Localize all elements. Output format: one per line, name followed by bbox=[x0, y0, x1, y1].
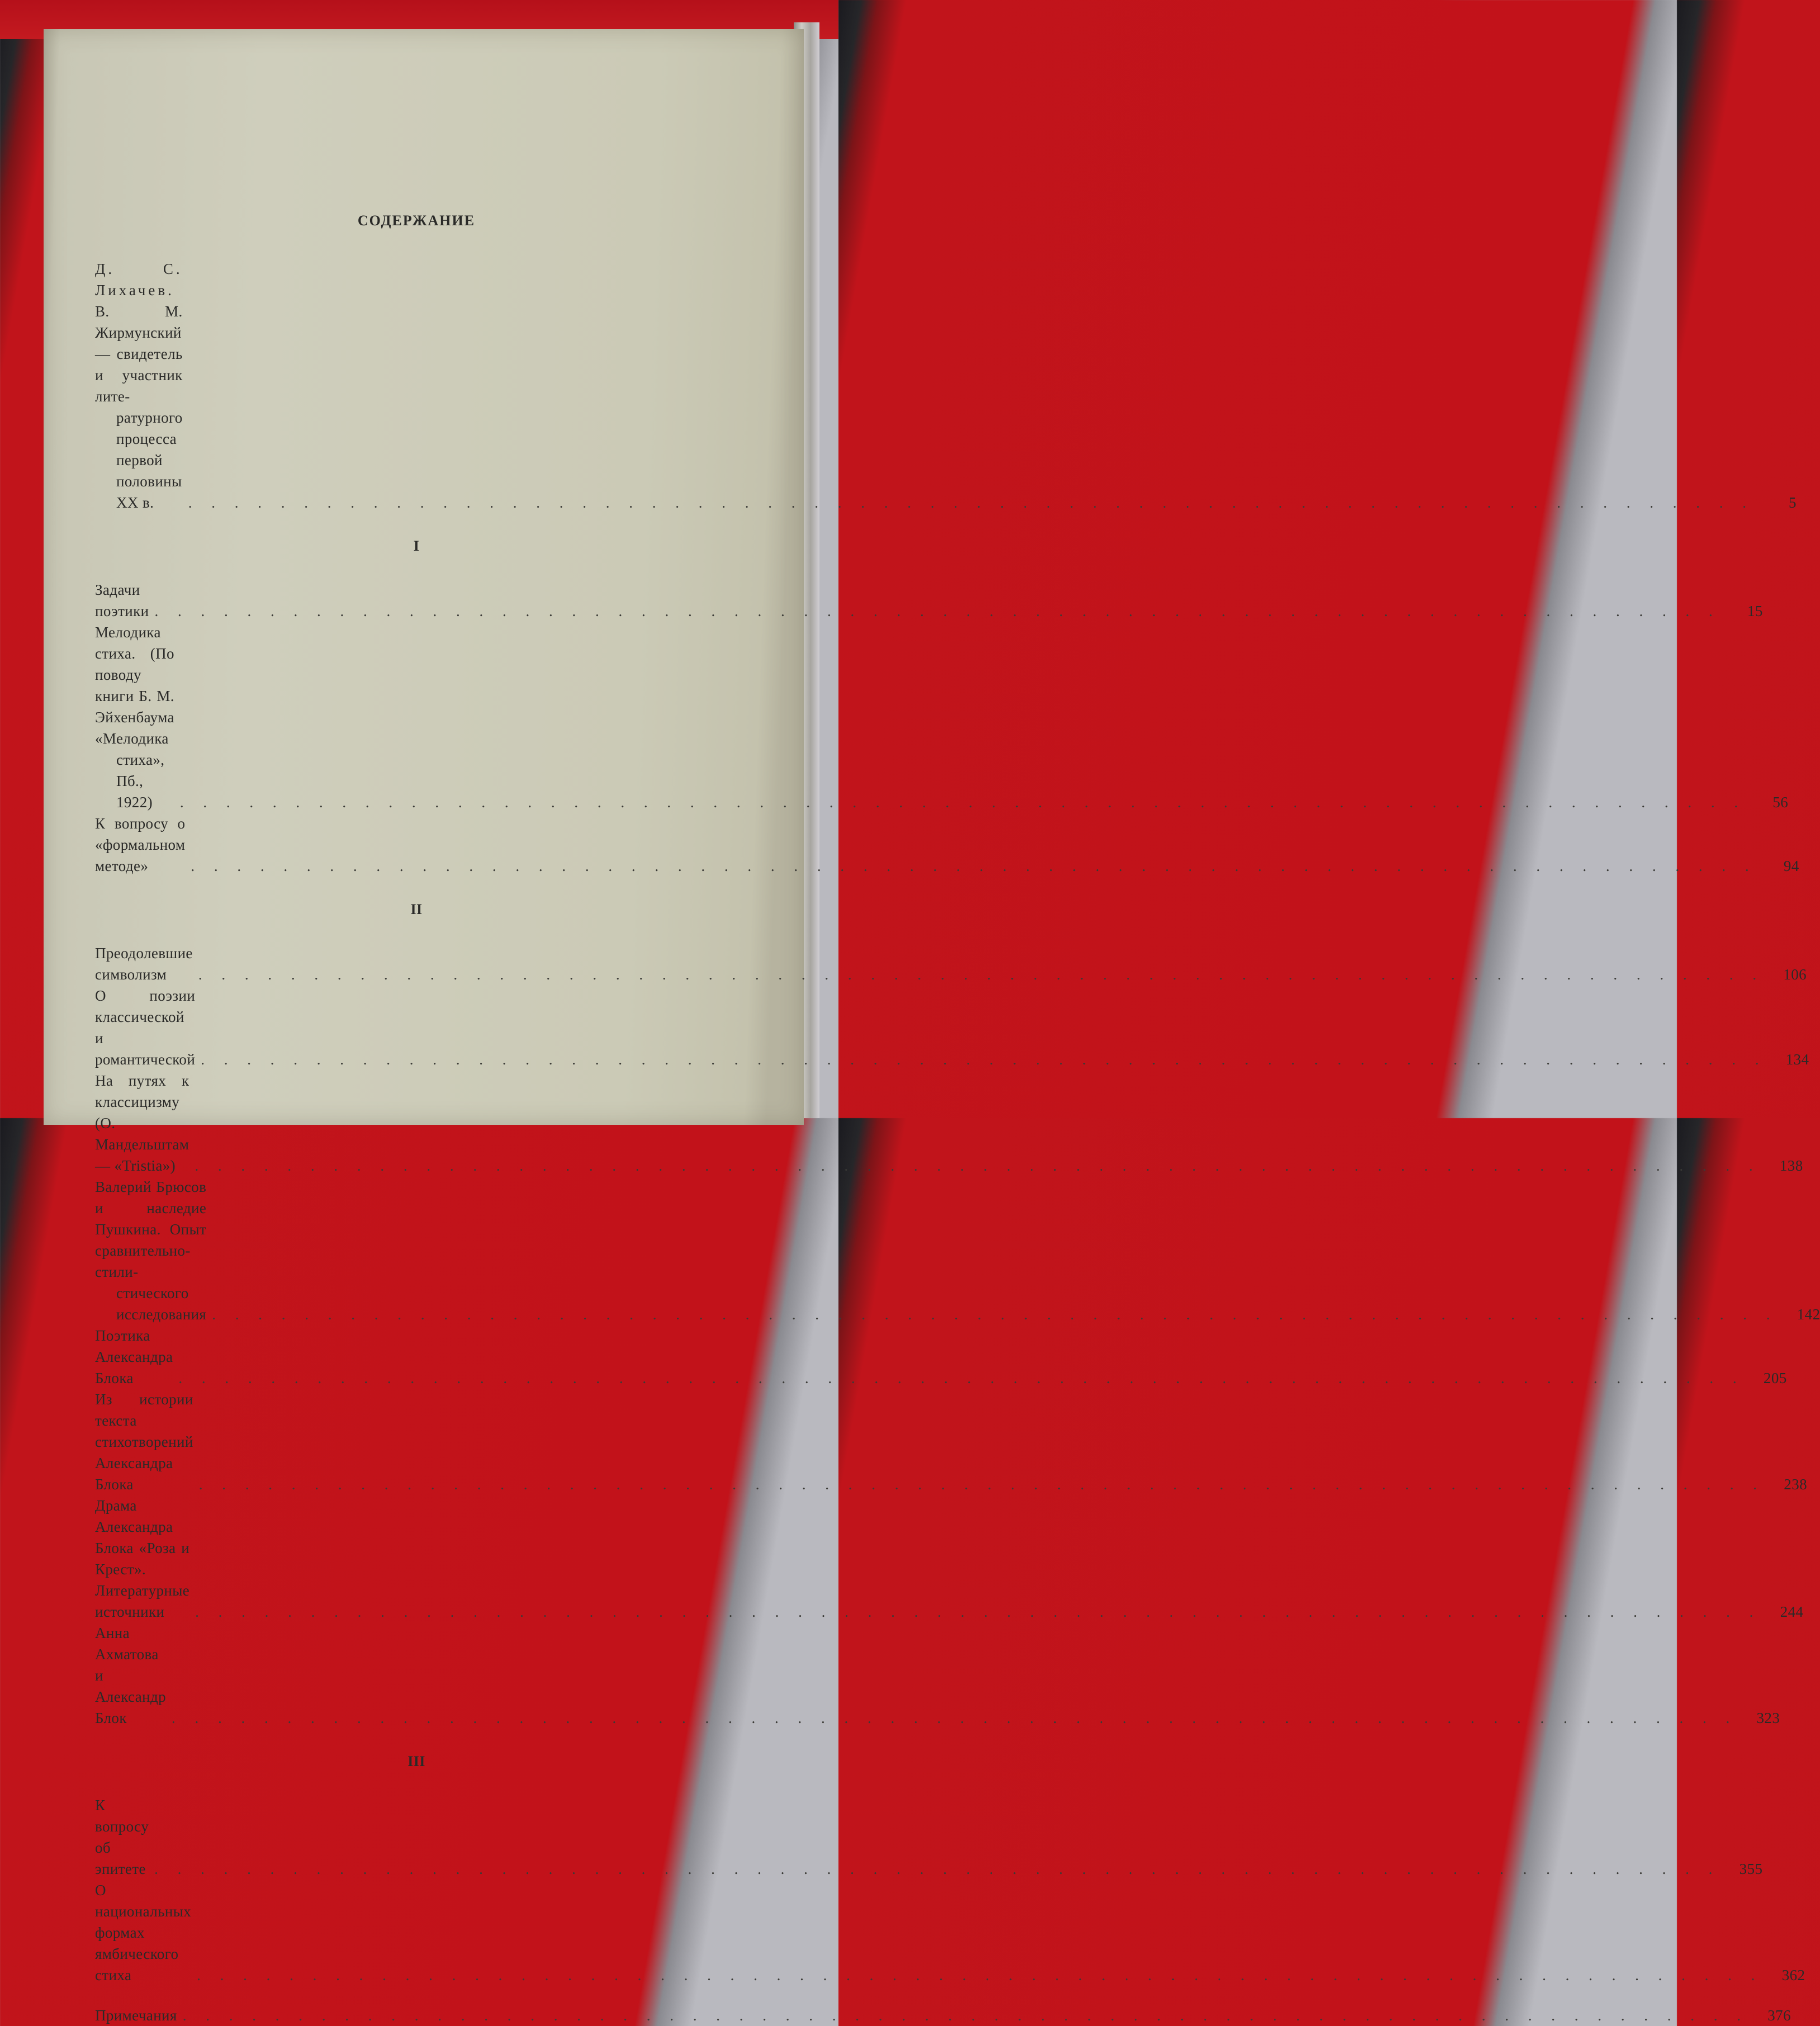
entry-title: Из истории текста стихотворений Александра Блока bbox=[95, 1391, 193, 1493]
section-label-2: II bbox=[410, 901, 423, 917]
page-number: 138 bbox=[1779, 1157, 1803, 1174]
page-number: 205 bbox=[1763, 1370, 1787, 1386]
toc-entry bbox=[95, 1389, 1807, 1495]
toc-entry bbox=[95, 1880, 1805, 1986]
entry-title: Анна Ахматова и Александр Блок bbox=[95, 1625, 166, 1726]
dot-leader: . . . . . . . . . . . . . . . . . . . . . . . . . . . . . . . . . . . . . . . . . . . . . . . . . . . . . . . . . . . . . . . . . . . . bbox=[154, 603, 1721, 619]
spacer bbox=[95, 1986, 749, 2005]
page-number: 56 bbox=[1772, 794, 1789, 811]
dot-leader: . . . . . . . . . . . . . . . . . . . . . . . . . . . . . . . . . . . . . . . . . . . . . . . . . . . . . . . . . . . . . . . . . . . . bbox=[178, 1370, 1745, 1386]
intro-author: Д. С. Лихачев. bbox=[95, 261, 183, 299]
dot-leader: . . . . . . . . . . . . . . . . . . . . . . . . . . . . . . . . . . . . . . . . . . . . . . . . . . . . . . . . . . . . . . . . . . . . bbox=[182, 2007, 1748, 2024]
dot-leader: . . . . . . . . . . . . . . . . . . . . . . . . . . . . . . . . . . . . . . . . . . . . . . . . . . . . . . . . . . . . . . . . . . . . bbox=[201, 1051, 1767, 1068]
entry-title-line1: Мелодика стиха. (По поводу книги Б. М. Эйхенбаума «Мелодика bbox=[95, 624, 174, 747]
page-number: 355 bbox=[1739, 1861, 1763, 1877]
page-number: 94 bbox=[1783, 858, 1799, 874]
toc-heading: СОДЕРЖАНИЕ bbox=[357, 212, 476, 229]
entry-title: О национальных формах ямбического стиха bbox=[95, 1882, 192, 1984]
dot-leader: . . . . . . . . . . . . . . . . . . . . . . . . . . . . . . . . . . . . . . . . . . . . . . . . . . . . . . . . . . . . . . . . . . . . bbox=[191, 858, 1757, 874]
toc-entry bbox=[95, 579, 1763, 622]
page-number: 142 bbox=[1797, 1306, 1820, 1323]
section-label-3: III bbox=[407, 1753, 425, 1769]
dot-leader: . . . . . . . . . . . . . . . . . . . . . . . . . . . . . . . . . . . . . . . . . . . . . . . . . . . . . . . . . . . . . . . . . . . . bbox=[154, 1861, 1721, 1877]
page-number: 244 bbox=[1780, 1603, 1804, 1620]
dot-leader: . . . . . . . . . . . . . . . . . . . . . . . . . . . . . . . . . . . . . . . . . . . . . . . . . . . . . . . . . . . . . . . . . . . . bbox=[198, 966, 1765, 983]
toc-entry-notes bbox=[95, 2005, 1791, 2026]
entry-title: К вопросу об эпитете bbox=[95, 1797, 149, 1877]
dot-leader: . . . . . . . . . . . . . . . . . . . . . . . . . . . . . . . . . . . . . . . . . . . . . . . . . . . . . . . . . . . . . . . . . . . . bbox=[195, 1157, 1761, 1174]
dot-leader: . . . . . . . . . . . . . . . . . . . . . . . . . . . . . . . . . . . . . . . . . . . . . . . . . . . . . . . . . . . . . . . . . . . . bbox=[198, 1476, 1765, 1493]
toc-entry bbox=[95, 1070, 1803, 1176]
entry-title-line2: стиха», Пб., 1922) bbox=[116, 751, 165, 811]
dot-leader: . . . . . . . . . . . . . . . . . . . . . . . . . . . . . . . . . . . . . . . . . . . . . . . . . . . . . . . . . . . . . . . . . . . . bbox=[197, 1967, 1763, 1984]
entry-title: Драма Александра Блока «Роза и Крест». Литературные источники bbox=[95, 1497, 190, 1620]
intro-title-line2: ратурного процесса первой половины XX в. bbox=[116, 409, 183, 511]
toc-entry bbox=[95, 1495, 1804, 1622]
dot-leader: . . . . . . . . . . . . . . . . . . . . . . . . . . . . . . . . . . . . . . . . . . . . . . . . . . . . . . . . . . . . . . . . . . . . bbox=[195, 1603, 1761, 1620]
section-label-1: I bbox=[413, 538, 420, 554]
page-number: 323 bbox=[1756, 1710, 1780, 1726]
dot-leader: . . . . . . . . . . . . . . . . . . . . . . . . . . . . . . . . . . . . . . . . . . . . . . . . . . . . . . . . . . . . . . . . . . . . bbox=[171, 1710, 1738, 1726]
toc-entry bbox=[95, 1795, 1763, 1880]
page-number: 362 bbox=[1781, 1967, 1805, 1984]
toc-entry bbox=[95, 985, 1809, 1070]
entry-title: Поэтика Александра Блока bbox=[95, 1327, 173, 1386]
entry-title: К вопросу о «формальном методе» bbox=[95, 815, 186, 874]
toc-entry bbox=[95, 622, 1789, 813]
toc-entry bbox=[95, 1325, 1787, 1389]
entry-title-line1: Валерий Брюсов и наследие Пушкина. Опыт сравнительно-стили- bbox=[95, 1178, 207, 1280]
entry-title: Примечания bbox=[95, 2007, 177, 2024]
entry-title: На путях к классицизму (О. Мандельштам — «Tristia») bbox=[95, 1072, 189, 1174]
toc-entry bbox=[95, 1176, 1820, 1325]
page-number: 238 bbox=[1784, 1476, 1807, 1493]
page-number: 106 bbox=[1783, 966, 1807, 983]
entry-title: О поэзии классической и романтической bbox=[95, 987, 196, 1068]
page-number: 376 bbox=[1767, 2007, 1791, 2024]
toc-entry bbox=[95, 813, 1799, 877]
toc-entry-intro bbox=[95, 258, 1797, 513]
page-number: 134 bbox=[1785, 1051, 1809, 1068]
page-number: 5 bbox=[1789, 494, 1797, 511]
entry-title-line2: стического исследования bbox=[116, 1285, 207, 1323]
dot-leader: . . . . . . . . . . . . . . . . . . . . . . . . . . . . . . . . . . . . . . . . . . . . . . . . . . . . . . . . . . . . . . . . . . . . bbox=[212, 1306, 1778, 1323]
page-number: 15 bbox=[1747, 603, 1763, 619]
entry-title: Задачи поэтики bbox=[95, 581, 149, 619]
table-of-contents bbox=[95, 212, 1820, 2026]
toc-entry bbox=[95, 1622, 1780, 1729]
intro-title-line1: В. М. Жирмунский — свидетель и участник лите- bbox=[95, 303, 183, 405]
entry-title: Преодолевшие символизм bbox=[95, 945, 193, 983]
dot-leader: . . . . . . . . . . . . . . . . . . . . . . . . . . . . . . . . . . . . . . . . . . . . . . . . . . . . . . . . . . . . . . . . . . . . bbox=[179, 794, 1746, 811]
toc-entry bbox=[95, 943, 1807, 985]
dot-leader: . . . . . . . . . . . . . . . . . . . . . . . . . . . . . . . . . . . . . . . . . . . . . . . . . . . . . . . . . . . . . . . . . . . . bbox=[188, 494, 1754, 511]
